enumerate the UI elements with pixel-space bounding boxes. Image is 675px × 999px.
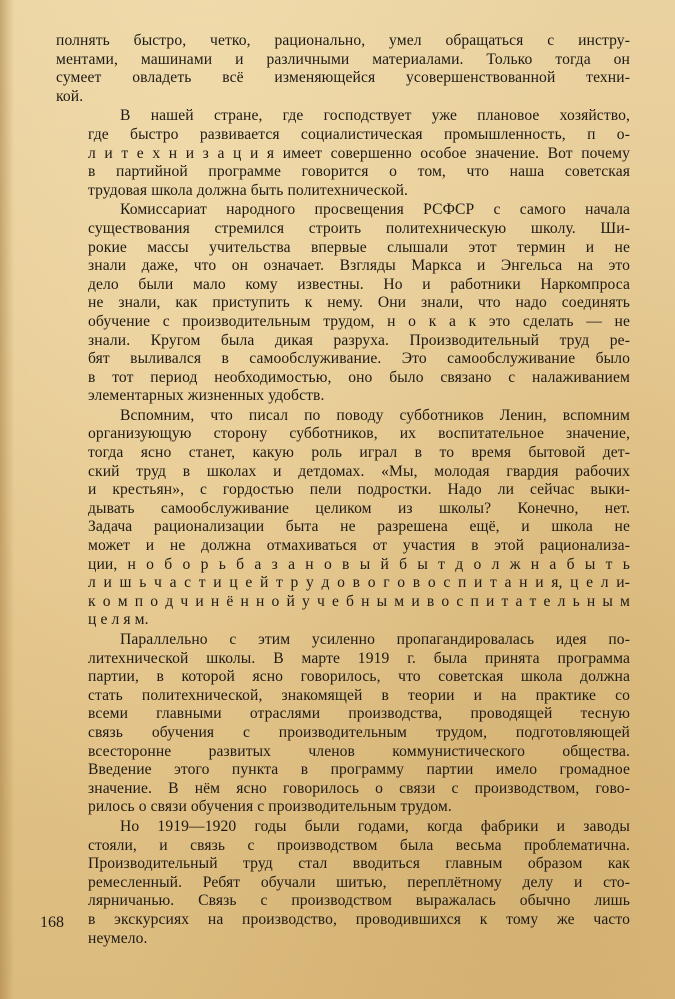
text-line: знали даже, что он означает. Взгляды Маркса и Энгельса на это — [88, 257, 630, 275]
text-line: всеми главными отраслями производства, проводящей тесную — [88, 705, 630, 723]
book-page-text — [56, 32, 630, 949]
text-line: в партийной программе говорится о том, что наша советская — [88, 163, 630, 181]
text-line: л и т е х н и з а ц и я имеет совершенно особое значение. Вот почему — [88, 144, 630, 162]
text-line: Но 1919—1920 годы были годами, когда фабрики и заводы — [120, 817, 630, 835]
text-line: существования стремился строить политехническую школу. Ши- — [88, 219, 630, 237]
text-line: значение. В нём ясно говорилось о связи с производством, гово- — [88, 779, 630, 797]
text-line: дело были мало кому известны. Но и работники Наркомпроса — [88, 275, 630, 293]
text-line: неумело. — [88, 929, 148, 947]
paragraph — [56, 818, 630, 948]
text-line: бят выливался в самообслуживание. Это самообслуживание было — [88, 350, 630, 368]
page-number: 168 — [40, 914, 64, 931]
text-line: ский труд в школах и детдомах. «Мы, молодая гвардия рабочих — [88, 462, 630, 480]
text-line: ции, н о б о р ь б а з а н о в ы й б ы т д о л ж н а б ы т ь — [88, 555, 630, 573]
text-line: рилось о связи обучения с производительным трудом. — [88, 798, 452, 816]
text-line: полнять быстро, четко, рационально, умел обращаться с инстру- — [56, 32, 630, 49]
page-edge-shadow — [0, 0, 14, 999]
text-line: в экскурсиях на производство, проводившихся к тому же часто — [88, 910, 630, 928]
text-line: Введение этого пункта в программу партии имело громадное — [88, 761, 630, 779]
text-line: где быстро развивается социалистическая промышленность, п о- — [88, 125, 630, 143]
paragraph — [56, 407, 630, 630]
text-line: всесторонне развитых членов коммунистического общества. — [88, 742, 630, 760]
text-line: литехнической школы. В марте 1919 г. была принята программа — [88, 649, 630, 667]
paragraph — [56, 107, 630, 200]
text-line: ц е л я м. — [88, 611, 149, 629]
text-line: знали. Кругом была дикая разруха. Производительный труд ре- — [88, 331, 630, 349]
text-line: сумеет овладеть всё изменяющейся усовершенствованной техни- — [56, 69, 630, 87]
text-line: ментами, машинами и различными материалами. Только тогда он — [56, 50, 630, 68]
text-line: Производительный труд стал вводиться главным образом как — [88, 855, 630, 873]
text-line: стояли, и связь с производством была весьма проблематична. — [88, 836, 630, 854]
text-line: и крестьян», с гордостью пели подростки. Надо ли сейчас выки- — [88, 481, 630, 499]
text-line: лярничанью. Связь с производством выражалась обычно лишь — [88, 892, 630, 910]
text-line: Параллельно с этим усиленно пропагандировалась идея по- — [120, 631, 630, 648]
text-line: В нашей стране, где господствует уже плановое хозяйство, — [120, 107, 630, 125]
text-line: может и не должна отмахиваться от участия в этой рационализа- — [88, 537, 630, 555]
paragraph — [56, 32, 630, 106]
text-line: организующую сторону субботников, их воспитательное значение, — [88, 425, 630, 443]
text-line: в тот период необходимостью, оно было связано с налаживанием — [88, 368, 630, 386]
paragraph — [56, 631, 630, 817]
text-line: стать политехнической, знакомящей в теории и на практике со — [88, 686, 630, 704]
text-line: не знали, как приступить к нему. Они знали, что надо соединять — [88, 294, 630, 312]
text-line: к о м п о д ч и н ё н н о й у ч е б н ы м и в о с п и т а т е л ь н ы м — [88, 592, 630, 610]
text-line: л и ш ь ч а с т и ц е й т р у д о в о г о в о с п и т а н и я, ц е л и- — [88, 574, 630, 592]
text-line: ремесленный. Ребят обучали шитью, переплётному делу и сто- — [88, 873, 630, 891]
paragraph — [56, 201, 630, 406]
text-line: Вспомним, что писал по поводу субботников Ленин, вспомним — [120, 406, 630, 424]
text-line: партии, в которой ясно говорилось, что советская школа должна — [88, 668, 630, 686]
text-line: связь обучения с производительным трудом, подготовляющей — [88, 723, 630, 741]
text-line: кой. — [56, 87, 84, 105]
text-line: Комиссариат народного просвещения РСФСР с самого начала — [120, 201, 630, 219]
text-line: элементарных жизненных удобств. — [88, 387, 325, 405]
text-line: рокие массы учительства впервые слышали этот термин и не — [88, 238, 630, 256]
text-line: Задача рационализации быта не разрешена ещё, и школа не — [88, 518, 630, 536]
text-line: обучение с производительным трудом, н о к а к это сделать — не — [88, 312, 630, 330]
text-line: трудовая школа должна быть политехнической. — [88, 181, 409, 199]
text-line: тогда ясно станет, какую роль играл в то время бытовой дет- — [88, 444, 630, 462]
text-line: дывать самообслуживание целиком из школы? Конечно, нет. — [88, 499, 630, 517]
